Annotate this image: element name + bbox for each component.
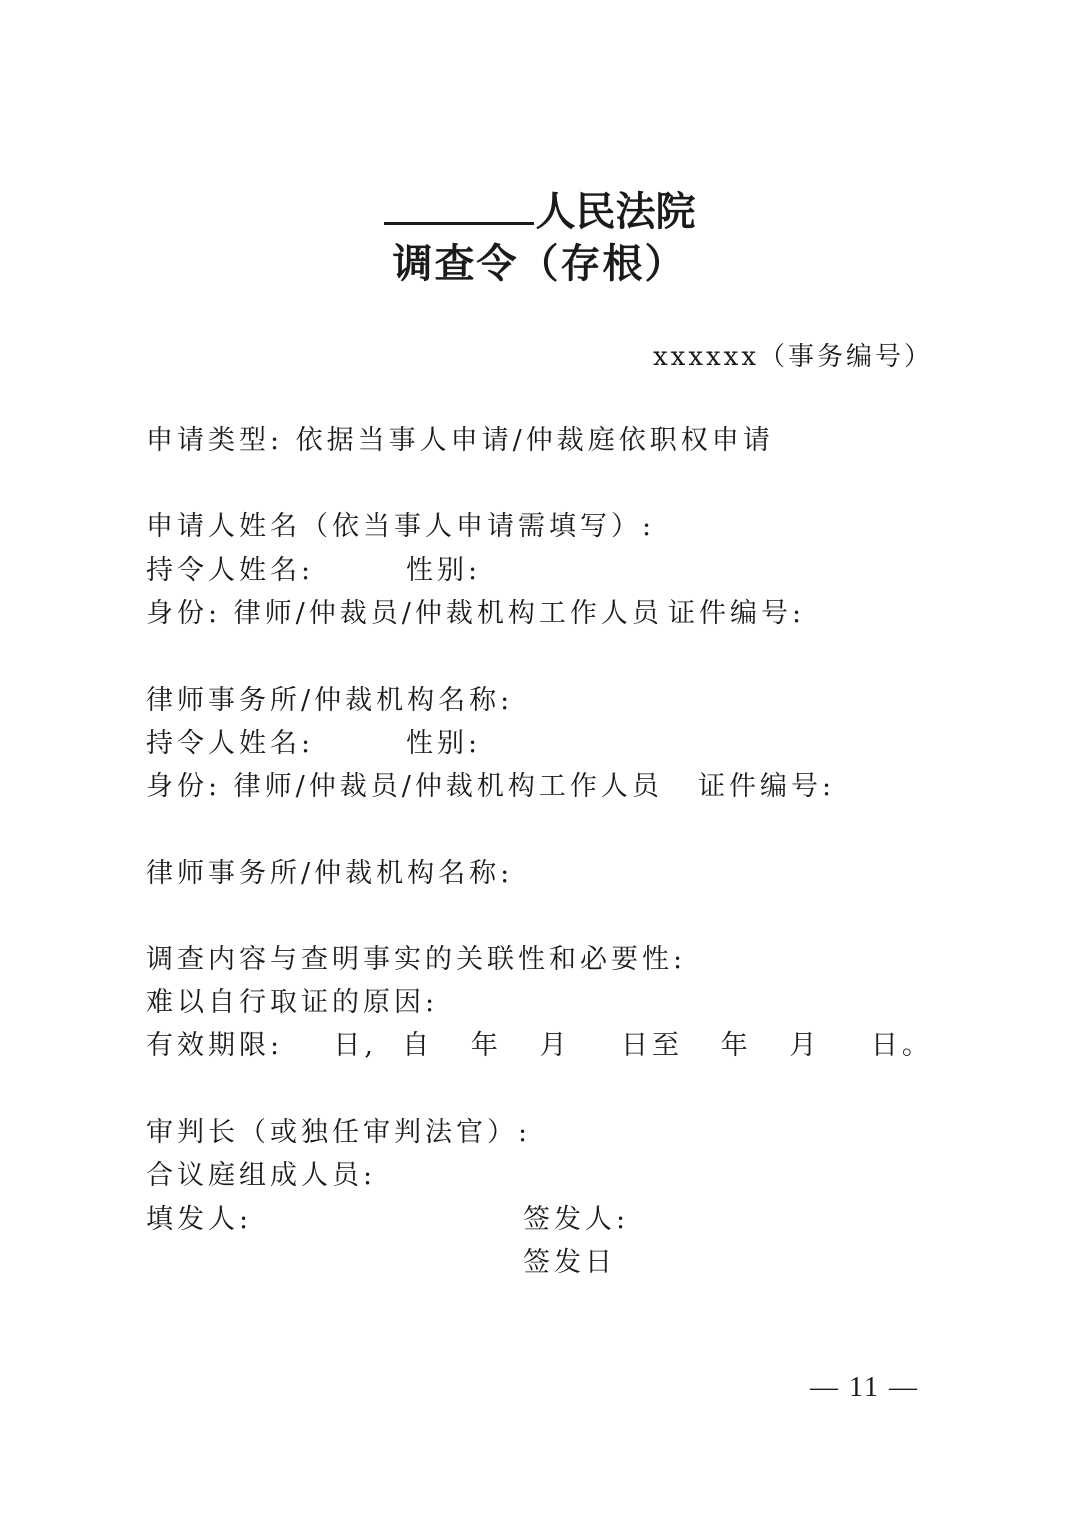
issued-by-label: 签发人: — [523, 1204, 630, 1235]
validity-period: 有效期限: 日, 自 年 月 日至 年 月 日。 — [146, 1030, 933, 1061]
court-name-blank — [384, 186, 534, 225]
holder1-org-label: 律师事务所/仲裁机构名称: — [146, 685, 514, 716]
filled-by-label: 填发人: — [146, 1204, 253, 1235]
document-title: 调查令（存根） — [392, 240, 687, 287]
panel-members-label: 合议庭组成人员: — [146, 1160, 377, 1191]
applicant-name-label: 申请人姓名（依当事人申请需填写）: — [146, 511, 656, 542]
holder2-identity: 身份: 律师/仲裁员/仲裁机构工作人员 — [146, 771, 663, 802]
court-suffix: 人民法院 — [535, 188, 696, 235]
holder1-gender-label: 性别: — [406, 555, 482, 586]
holder2-org-label: 律师事务所/仲裁机构名称: — [146, 858, 514, 889]
document-number: xxxxxx（事务编号） — [653, 342, 933, 372]
relevance-label: 调查内容与查明事实的关联性和必要性: — [146, 944, 687, 975]
application-type: 申请类型: 依据当事人申请/仲裁庭依职权申请 — [146, 425, 774, 456]
holder2-cert-label: 证件编号: — [698, 771, 836, 802]
presiding-judge-label: 审判长（或独任审判法官）: — [146, 1117, 532, 1148]
holder2-gender-label: 性别: — [406, 728, 482, 759]
court-title — [0, 186, 1079, 236]
reason-label: 难以自行取证的原因: — [146, 987, 439, 1018]
holder1-identity: 身份: 律师/仲裁员/仲裁机构工作人员 — [146, 598, 663, 629]
holder1-name-label: 持令人姓名: — [146, 555, 315, 586]
holder2-name-label: 持令人姓名: — [146, 728, 315, 759]
page-number: — 11 — — [810, 1372, 919, 1403]
holder1-cert-label: 证件编号: — [668, 598, 806, 629]
issue-date-label: 签发日 — [523, 1247, 616, 1278]
